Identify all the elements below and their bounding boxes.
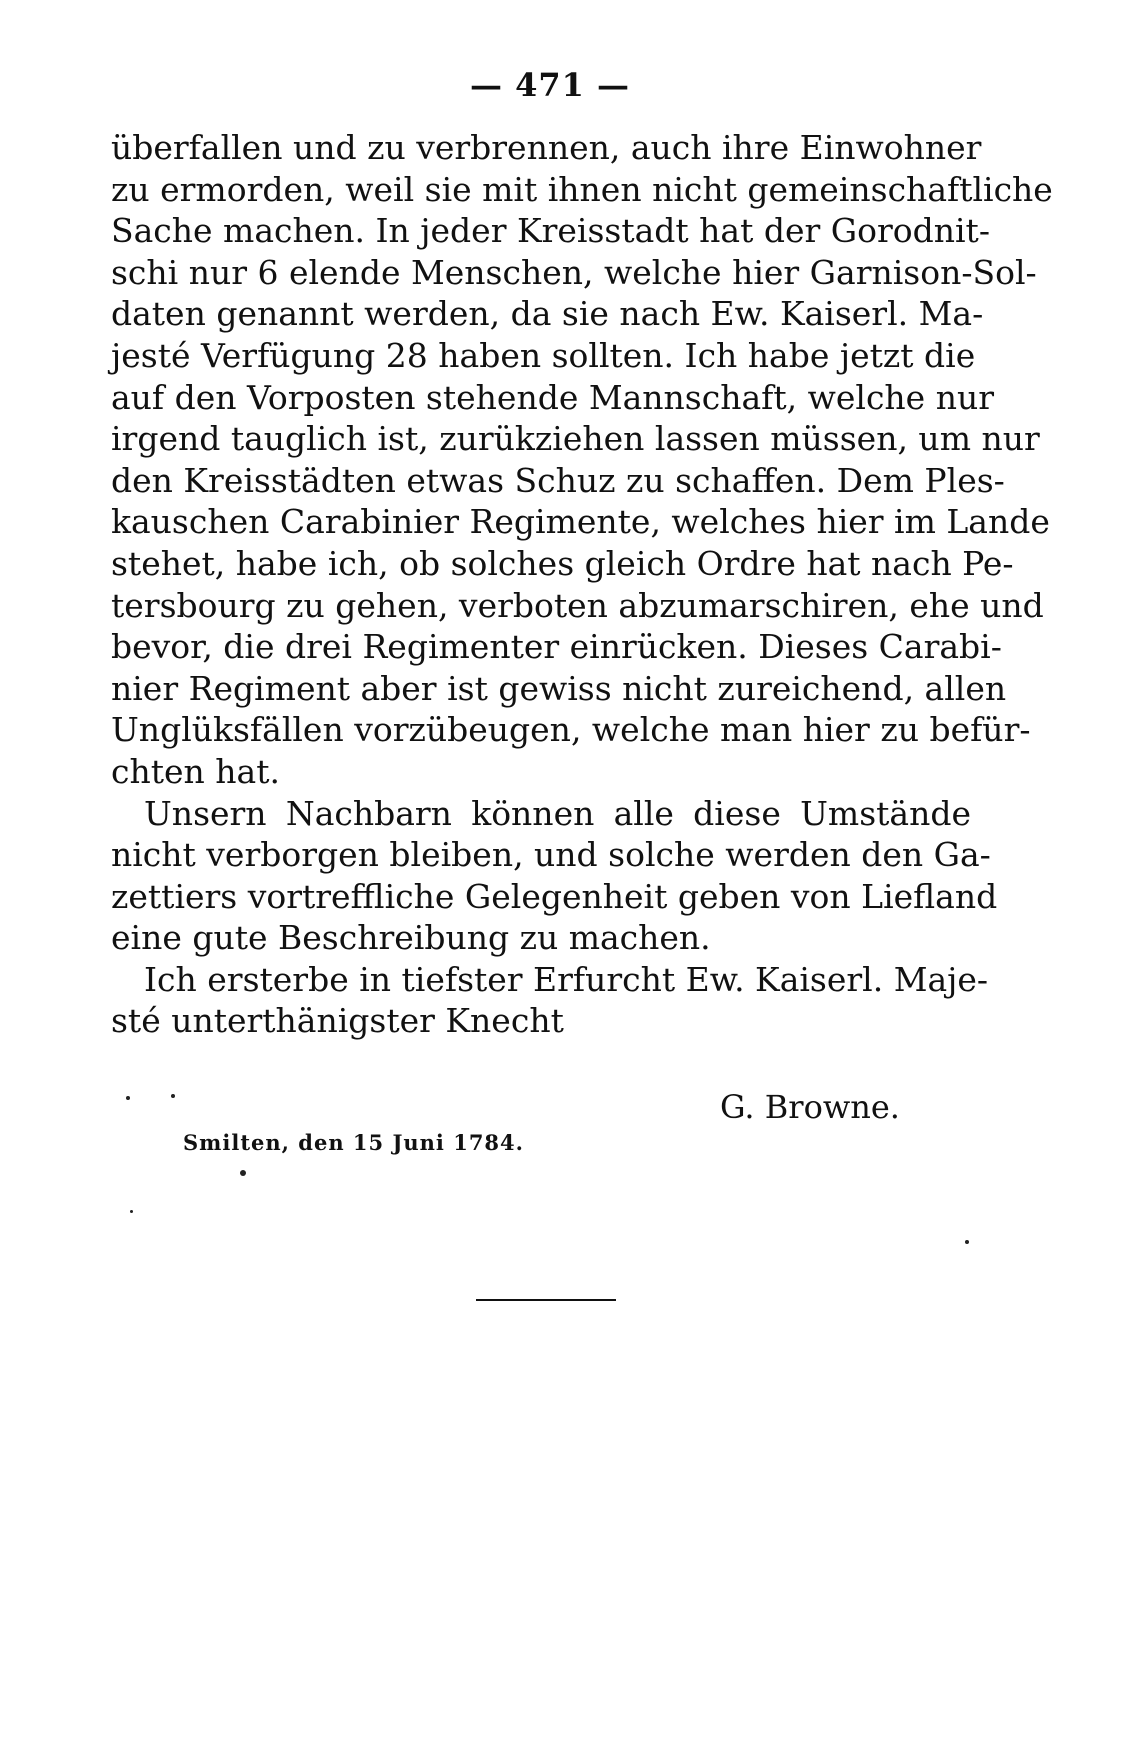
- text-line: eine gute Beschreibung zu machen.: [111, 918, 711, 958]
- text-line: daten genannt werden, da sie nach Ew. Kaiserl. Ma-: [111, 294, 984, 334]
- text-line: tersbourg zu gehen, verboten abzumarschiren, ehe und: [111, 585, 1044, 625]
- text-line: den Kreisstädten etwas Schuz zu schaffen. Dem Ples-: [111, 460, 1005, 500]
- text-line: stehet, habe ich, ob solches gleich Ordre hat nach Pe-: [111, 543, 1014, 583]
- print-speck: [171, 1094, 175, 1098]
- text-line: Unglüksfällen vorzübeugen, welche man hier zu befür-: [111, 710, 1031, 750]
- print-speck: [130, 1210, 133, 1213]
- print-speck: [240, 1170, 246, 1176]
- text-line: chten hat.: [111, 751, 280, 791]
- text-line: kauschen Carabinier Regimente, welches hier im Lande: [111, 502, 1050, 542]
- print-speck: [965, 1240, 969, 1244]
- text-line: auf den Vorposten stehende Mannschaft, welche nur: [111, 377, 994, 417]
- text-line: Sache machen. In jeder Kreisstadt hat der Gorodnit-: [111, 211, 990, 251]
- text-line: sté unterthänigster Knecht: [111, 1001, 564, 1041]
- text-line: nier Regiment aber ist gewiss nicht zureichend, allen: [111, 668, 1007, 708]
- text-line: irgend tauglich ist, zurükziehen lassen müssen, um nur: [111, 419, 1040, 459]
- closing-rule: [476, 1299, 616, 1301]
- text-line: zettiers vortreffliche Gelegenheit geben von Liefland: [111, 876, 998, 916]
- place-date: Smilten, den 15 Juni 1784.: [183, 1130, 524, 1155]
- text-line: überfallen und zu verbrennen, auch ihre Einwohner: [111, 128, 982, 167]
- text-line: nicht verborgen bleiben, und solche werden den Ga-: [111, 835, 991, 875]
- text-line: schi nur 6 elende Menschen, welche hier Garnison-Sol-: [111, 252, 1037, 292]
- text-line: Ich ersterbe in tiefster Erfurcht Ew. Kaiserl. Maje-: [144, 959, 989, 999]
- print-speck: [126, 1096, 130, 1100]
- text-line: jesté Verfügung 28 haben sollten. Ich habe jetzt die: [111, 335, 976, 375]
- page-number: — 471 —: [469, 66, 631, 104]
- signature: G. Browne.: [720, 1088, 900, 1126]
- letter-body: [111, 127, 1053, 1042]
- text-line: Unsern Nachbarn können alle diese Umstände: [144, 793, 971, 833]
- text-line: bevor, die drei Regimenter einrücken. Dieses Carabi-: [111, 627, 1002, 667]
- text-line: zu ermorden, weil sie mit ihnen nicht gemeinschaftliche: [111, 169, 1053, 209]
